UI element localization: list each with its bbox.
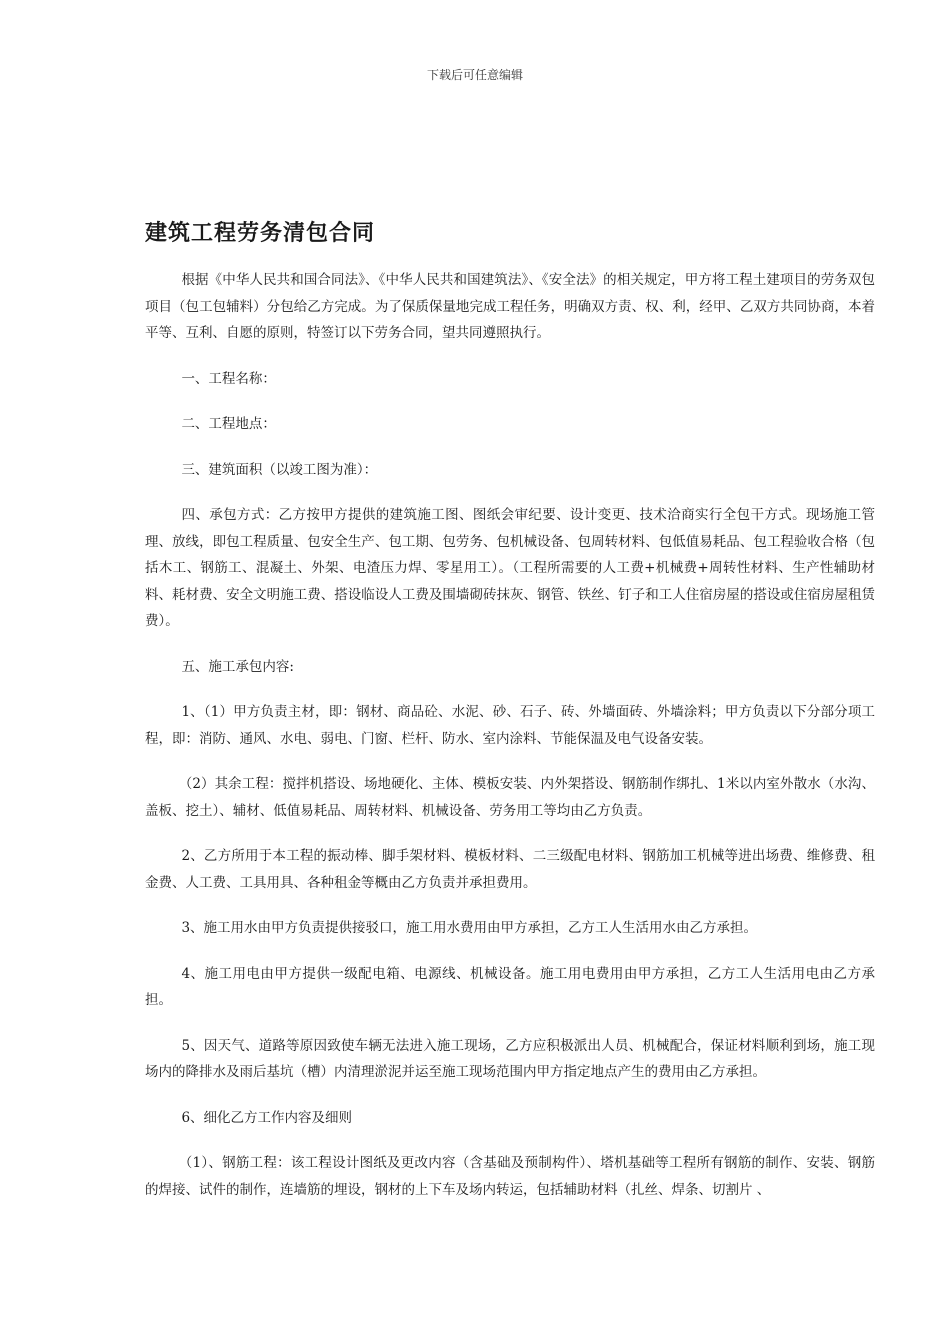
paragraph-scope-heading: 五、施工承包内容: <box>181 658 294 675</box>
paragraph-item-1-1: 1、（1）甲方负责主材，即：钢材、商品砼、水泥、砂、石子、砖、外墙面砖、外墙涂料；甲方负责以下分部分项工程，即：消防、通风、水电、弱电、门窗、栏杆、防水、室内涂料、节能保温及电气设备安装。 <box>145 704 875 747</box>
header-note: 下载后可任意编辑 <box>426 68 523 82</box>
paragraph-item-3: 3、施工用水由甲方负责提供接驳口，施工用水费用由甲方承担，乙方工人生活用水由乙方承担。 <box>181 920 758 936</box>
paragraph-building-area: 三、建筑面积（以竣工图为准）： <box>181 461 378 478</box>
paragraph-item-5: 5、因天气、道路等原因致使车辆无法进入施工现场，乙方应积极派出人员、机械配合，保证材料顺利到场，施工现场内的降排水及雨后基坑（槽）内清理淤泥并运至施工现场范围内甲方指定地点产生的费用由乙方承担。 <box>145 1037 875 1080</box>
paragraph-item-4: 4、施工用电由甲方提供一级配电箱、电源线、机械设备。施工用电费用由甲方承担，乙方工人生活用电由乙方承担。 <box>145 965 875 1008</box>
paragraph-project-location: 二、工程地点： <box>181 416 276 432</box>
paragraph-item-2: 2、乙方所用于本工程的振动棒、脚手架材料、模板材料、二三级配电材料、钢筋加工机械等进出场费、维修费、租金费、人工费、工具用具、各种租金等概由乙方负责并承担费用。 <box>145 848 875 891</box>
paragraph-item-6-1: （1）、钢筋工程：该工程设计图纸及更改内容（含基础及预制构件）、塔机基础等工程所有钢筋的制作、安装、钢筋的焊接、试件的制作，连墙筋的埋设，钢材的上下车及场内转运，包括辅助材料（扎丝、焊条、切割片 、 <box>145 1155 875 1198</box>
paragraph-contract-method: 四、承包方式：乙方按甲方提供的建筑施工图、图纸会审纪要、设计变更、技术洽商实行全包干方式。现场施工管理、放线，即包工程质量、包安全生产、包工期、包劳务、包机械设备、包周转材料、包低值易耗品、包工程验收合格（包括木工、钢筋工、混凝土、外架、电渣压力焊、零星用工）。（工程所需要的人工费+机械费+周转性材料、生产性辅助材料、耗材费、安全文明施工费、搭设临设人工费及围墙砌砖抹灰、钢管、铁丝、钉子和工人住宿房屋的搭设或住宿房屋租赁费）。 <box>145 507 875 629</box>
document-title: 建筑工程劳务清包合同 <box>145 221 376 246</box>
document-body <box>145 216 875 1222</box>
paragraph-project-name: 一、工程名称： <box>181 370 276 387</box>
paragraph-item-1-2: （2）其余工程：搅拌机搭设、场地硬化、主体、模板安装、内外架搭设、钢筋制作绑扎、1米以内室外散水（水沟、盖板、挖土）、辅材、低值易耗品、周转材料、机械设备、劳务用工等均由乙方负责。 <box>145 776 875 819</box>
paragraph-preamble: 根据《中华人民共和国合同法》、《中华人民共和国建筑法》、《安全法》的相关规定，甲方将工程土建项目的劳务双包项目（包工包辅料）分包给乙方完成。为了保质保量地完成工程任务，明确双方责、权、利，经甲、乙双方共同协商，本着平等、互利、自愿的原则，特签订以下劳务合同，望共同遵照执行。 <box>145 272 875 341</box>
paragraph-item-6: 6、细化乙方工作内容及细则 <box>181 1109 353 1126</box>
